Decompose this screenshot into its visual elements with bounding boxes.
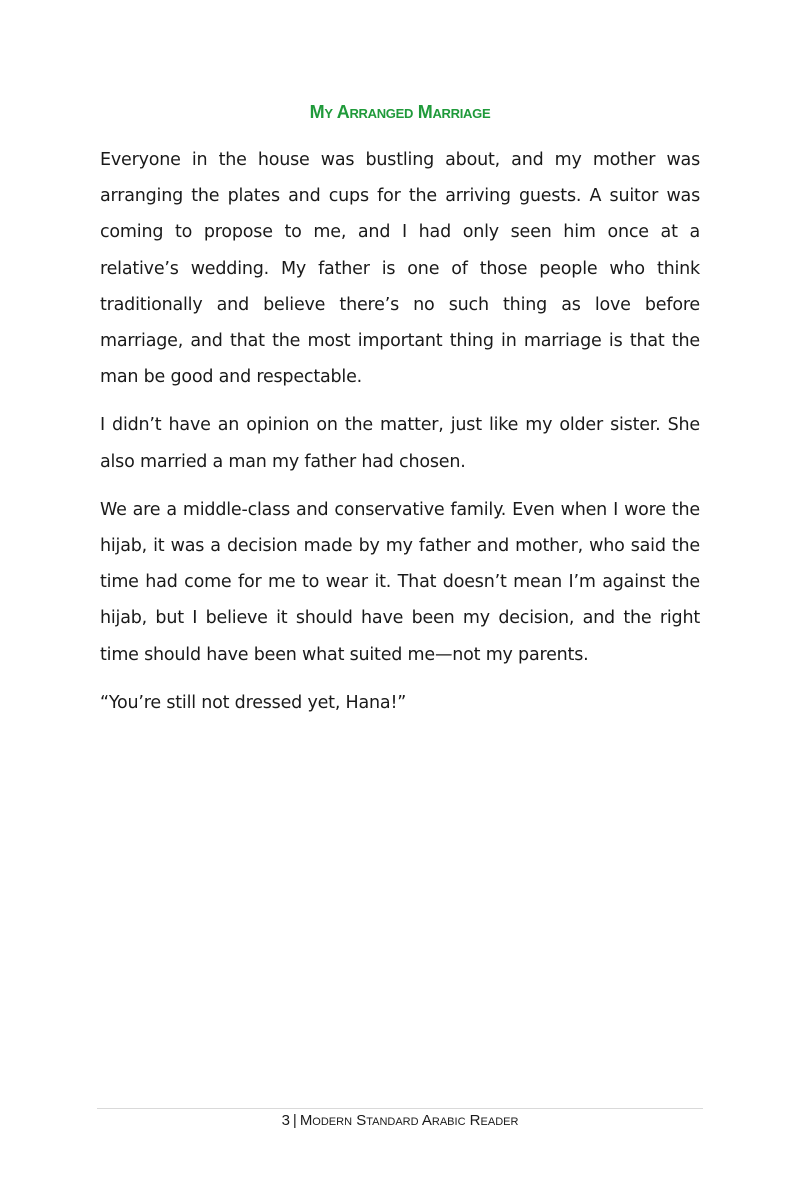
page-number: 3 [281,1112,290,1129]
paragraph-1: Everyone in the house was bustling about, and my mother was arranging the plates and cups for the arriving guests. A suitor was coming to propose to me, and I had only seen him once at a relative’s wedding. My father is one of those people who think traditionally and believe there’s no such thing as love before marriage, and that the most important thing in marriage is that the man be good and respectable. [100,150,700,388]
book-title: Modern Standard Arabic Reader [299,1112,519,1129]
page-footer [0,1112,800,1129]
paragraph-4: “You’re still not dressed yet, Hana!” [100,692,407,713]
paragraph-2: I didn’t have an opinion on the matter, just like my older sister. She also married a man my father had chosen. [100,415,700,472]
footer-separator: | [292,1112,297,1129]
footer-divider [97,1108,703,1109]
chapter-title: My Arranged Marriage [309,102,491,122]
body-text [100,142,700,733]
paragraph-3: We are a middle-class and conservative family. Even when I wore the hijab, it was a decision made by my father and mother, who said the time had come for me to wear it. That doesn’t mean I’m against the hijab, but I believe it should have been my decision, and the right time should have been what suited me—not my parents. [100,499,700,665]
